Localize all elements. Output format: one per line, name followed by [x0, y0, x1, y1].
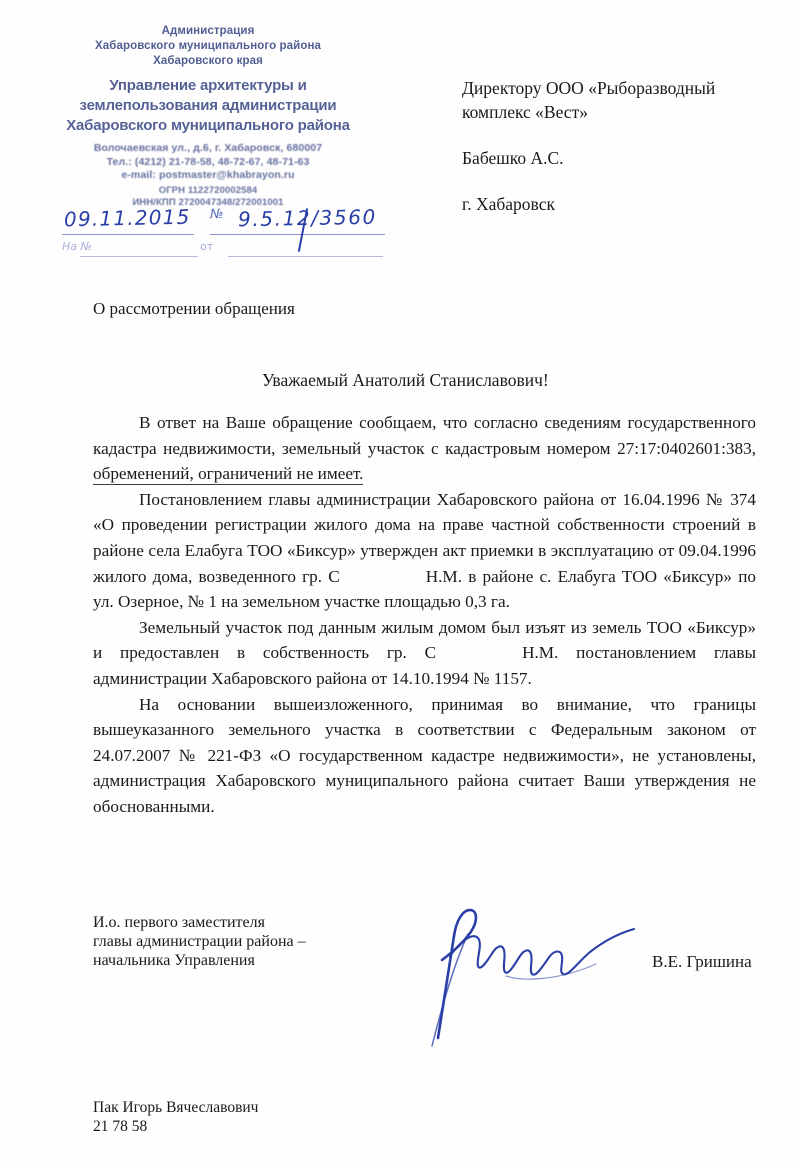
letterhead-inn-kpp: ИНН/КПП 2720047348/272001001: [132, 196, 284, 208]
addressee-organization-line-1: Директору ООО «Рыборазводный: [462, 78, 716, 98]
letterhead-admin-line-1: Администрация: [161, 25, 255, 37]
letter-body: [93, 410, 756, 820]
letterhead-dept-line-2: землепользования администрации: [79, 97, 337, 114]
registration-rule-date: [62, 234, 194, 235]
letterhead-admin-line-2: Хабаровского муниципального района: [95, 40, 321, 52]
salutation: Уважаемый Анатолий Станиславович!: [262, 370, 549, 390]
registration-rule-incoming-date: [228, 256, 383, 257]
registration-date: 09.11.2015: [63, 204, 191, 232]
signatory-title-line-3: начальника Управления: [93, 952, 255, 969]
letterhead-admin-line-3: Хабаровского края: [153, 55, 263, 67]
addressee-spacer-1: [462, 124, 782, 146]
body-paragraph-2-text-a: Постановлением главы администрации Хабаровского района от 16.04.1996 № 374 «О проведении регистрации жилого дома на праве частной собственности строений в районе села Елабуга ТОО «Биксур» утвержден акт приемки в эксплуатацию от 09.04.1996 жилого дома, возведенного гр. С: [93, 489, 756, 586]
body-paragraph-3-text-a: Земельный участок под данным жилым домом был изъят из земель ТОО «Биксур» и предоставлен в собственность гр. С: [93, 617, 756, 663]
body-paragraph-1-text: В ответ на Ваше обращение сообщаем, что согласно сведениям государственного кадастра недвижимости, земельный участок с кадастровым номером 27:17:0402601:383,: [93, 413, 756, 458]
registration-rule-number: [210, 234, 385, 235]
addressee-city: г. Хабаровск: [462, 194, 555, 214]
executor-phone: 21 78 58: [93, 1118, 148, 1135]
addressee-person: Бабешко А.С.: [462, 148, 564, 168]
registration-rule-incoming: [80, 256, 198, 257]
body-paragraph-2-text-b: Н.М. в районе с. Елабуга ТОО «Биксур» по ул. Озерное, № 1 на земельном участке площадью 0,3 га.: [93, 566, 756, 612]
registration-stamp: [60, 206, 390, 268]
addressee-block: [462, 76, 782, 216]
addressee-spacer-2: [462, 170, 782, 192]
signatory-title-line-2: главы администрации района –: [93, 933, 306, 950]
signatory-title: [93, 913, 306, 970]
letterhead-email: e-mail: postmaster@khabrayon.ru: [121, 169, 295, 181]
body-paragraph-3: [93, 615, 756, 692]
registration-incoming-label: На №: [62, 240, 92, 253]
letterhead-address: Волочаевская ул., д.6, г. Хабаровск, 680007: [93, 142, 323, 154]
letterhead-ogrn: ОГРН 1122720002584: [158, 184, 258, 196]
letterhead-dept-line-1: Управление архитектуры и: [109, 77, 307, 94]
registration-from-label: от: [200, 240, 214, 253]
registration-number-symbol: №: [209, 206, 224, 223]
letterhead: [48, 24, 368, 209]
signatory-name: В.Е. Гришина: [652, 952, 752, 971]
letterhead-department: [48, 76, 368, 136]
subject-line: О рассмотрении обращения: [93, 299, 295, 318]
body-paragraph-2: [93, 487, 756, 615]
handwritten-signature-icon: [420, 898, 650, 1048]
executor-block: [93, 1098, 258, 1136]
executor-name: Пак Игорь Вячеславович: [93, 1099, 259, 1116]
letterhead-phones: Тел.: (4212) 21-78-58, 48-72-67, 48-71-63: [106, 155, 310, 168]
body-paragraph-1: [93, 410, 756, 487]
registration-number: 9.5.12/3560: [237, 204, 378, 232]
addressee-organization-line-2: комплекс «Вест»: [462, 102, 588, 122]
body-paragraph-3-text-b: Н.М. постановлением главы администрации Хабаровского района от 14.10.1994 № 1157.: [93, 643, 756, 688]
body-paragraph-1-underlined: обременений, ограничений не имеет.: [93, 464, 364, 484]
letterhead-dept-line-3: Хабаровского муниципального района: [66, 117, 350, 134]
letterhead-contacts: [48, 142, 368, 183]
letterhead-administration: [48, 24, 368, 69]
signatory-title-line-1: И.о. первого заместителя: [93, 914, 265, 931]
body-paragraph-4: На основании вышеизложенного, принимая во внимание, что границы вышеуказанного земельного участка в соответствии с Федеральным законом от 24.07.2007 № 221-ФЗ «О государственном кадастре недвижимости», не установлены, администрация Хабаровского муниципального района считает Ваши утверждения не обоснованными.: [93, 694, 756, 816]
